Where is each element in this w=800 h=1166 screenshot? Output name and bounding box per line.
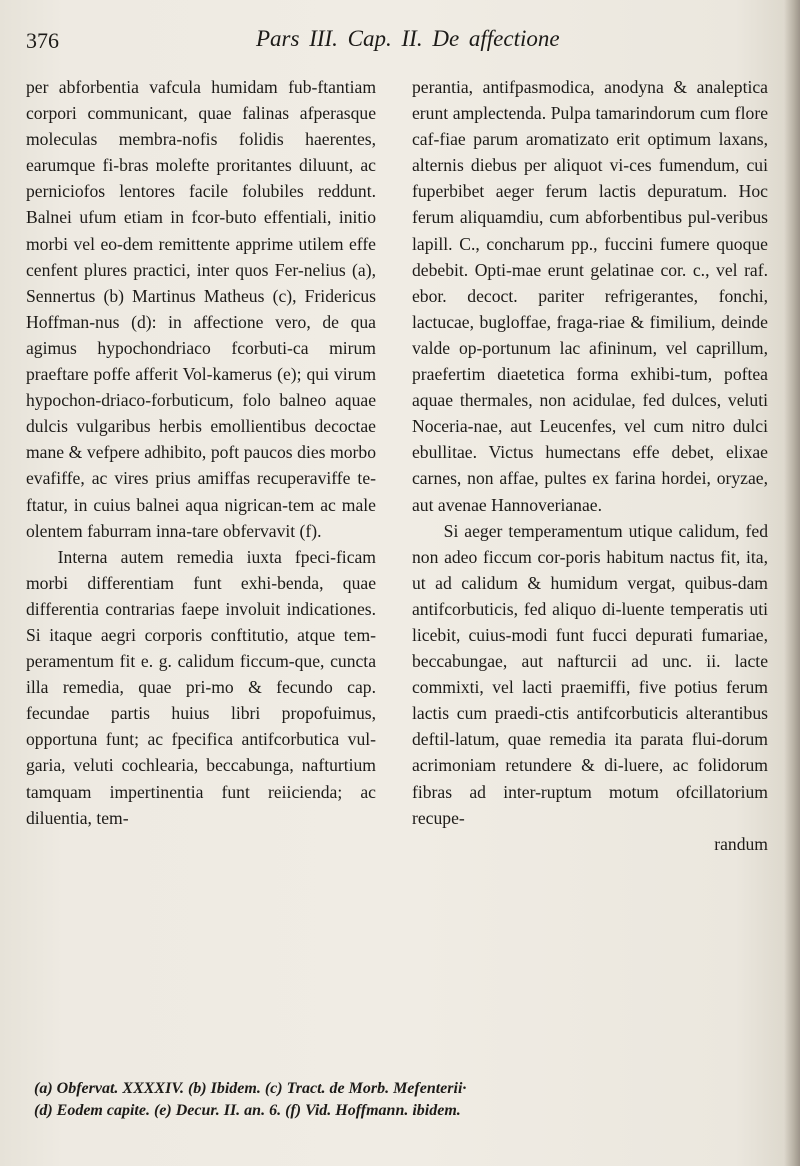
left-column bbox=[26, 74, 376, 831]
right-column bbox=[412, 74, 768, 857]
running-head: Pars III. Cap. II. De affectione bbox=[256, 26, 560, 51]
page-edge-shadow bbox=[784, 0, 800, 1166]
page-number: 376 bbox=[26, 28, 59, 53]
footnote-line-1: (a) Obfervat. XXXXIV. (b) Ibidem. (c) Tract. de Morb. Mefenterii· bbox=[34, 1080, 467, 1097]
paragraph-balneum: per abforbentia vafcula humidam fub-ftantiam corpori communicant, quae falinas afperasque moleculas membra-nofis folidis haerentes, earumque fi-bras molefte proritantes diluunt, ac perniciofos lentores facile folubiles reddunt. Balnei ufum etiam in fcor-buto effentiali, initio morbi vel eo-dem remittente apprime utilem effe cenfent plures practici, inter quos Fer-nelius (a), Sennertus (b) Martinus Matheus (c), Fridericus Hoffman-nus (d): in affectione vero, de qua agimus hypochondriaco fcorbuti-ca mirum praeftare poffe afferit Vol-kamerus (e); qui virum hypochon-driaco-forbuticum, folo balneo aquae dulcis vulgaribus herbis emollientibus decoctae mane & vefpere adhibito, poft paucos dies morbo evafiffe, ac vires prius amiffas recuperaviffe te-ftatur, in cuius balnei aqua nigrican-tem ac male olentem faburram inna-tare obfervavit (f). bbox=[26, 77, 376, 541]
catchword: randum bbox=[714, 833, 768, 854]
paragraph-temperantia: perantia, antifpasmodica, anodyna & analeptica erunt amplectenda. Pulpa tamarindorum cum flore caf-fiae parum aromatizato erit optimum laxans, alternis diebus per aliquot vi-ces fumendum, cui fuperbibet aeger ferum lactis depuratum. Hoc ferum aliquamdiu, cum abforbentibus pul-veribus lapill. C., concharum pp., fuccini fumere quoque debebit. Opti-mae erunt gelatinae cor. c., vel raf. ebor. decoct. pariter refrigerantes, fonchi, lactucae, bugloffae, fraga-riae & fimilium, deinde valde op-portunum lac afininum, vel caprillum, praefertim diaetetica forma exhibi-tum, poftea aquae thermales, non acidulae, fed dulces, veluti Noceria-nae, aut Leucenfes, vel cum nitro dulci ebullitae. Victus humectans effe debet, elixae carnes, non affae, pultes ex farina hordei, oryzae, aut avenae Hannoverianae. bbox=[412, 77, 768, 515]
footnote-line-2: (d) Eodem capite. (e) Decur. II. an. 6. (f) Vid. Hoffmann. ibidem. bbox=[34, 1102, 461, 1119]
footnotes bbox=[34, 1078, 774, 1122]
paragraph-interna-remedia: Interna autem remedia iuxta fpeci-ficam morbi differentiam funt exhi-benda, quae differentia contrarias faepe involuit indicationes. Si itaque aegri corporis conftitutio, atque tem-peramentum fit e. g. calidum ficcum-que, cuncta illa remedia, quae pri-mo & fecundo cap. fecundae partis huius libri propofuimus, opportuna funt; ac fpecifica antifcorbutica vul-garia, veluti cochlearia, beccabunga, nafturtium tamquam impertinentia funt reiicienda; ac diluentia, tem- bbox=[26, 546, 376, 828]
page-header bbox=[26, 22, 766, 62]
paragraph-si-aeger: Si aeger temperamentum utique calidum, fed non adeo ficcum cor-poris habitum nactus fit, ita, ut ad calidum & humidum vergat, quibus-dam antifcorbuticis, fed aliquo di-luente temperatis uti licebit, cuius-modi funt fucci depurati fumariae, beccabungae, aut nafturcii ad unc. ii. lacte commixti, vel lacti praemiffi, five potius ferum lactis cum praedi-ctis antifcorbuticis alterantibus deftil-latum, quae remedia ita parata flui-dorum acrimoniam retundere & di-luere, ac folidorum fibras ad inter-ruptum motum ofcillatorium recupe- bbox=[412, 520, 768, 828]
